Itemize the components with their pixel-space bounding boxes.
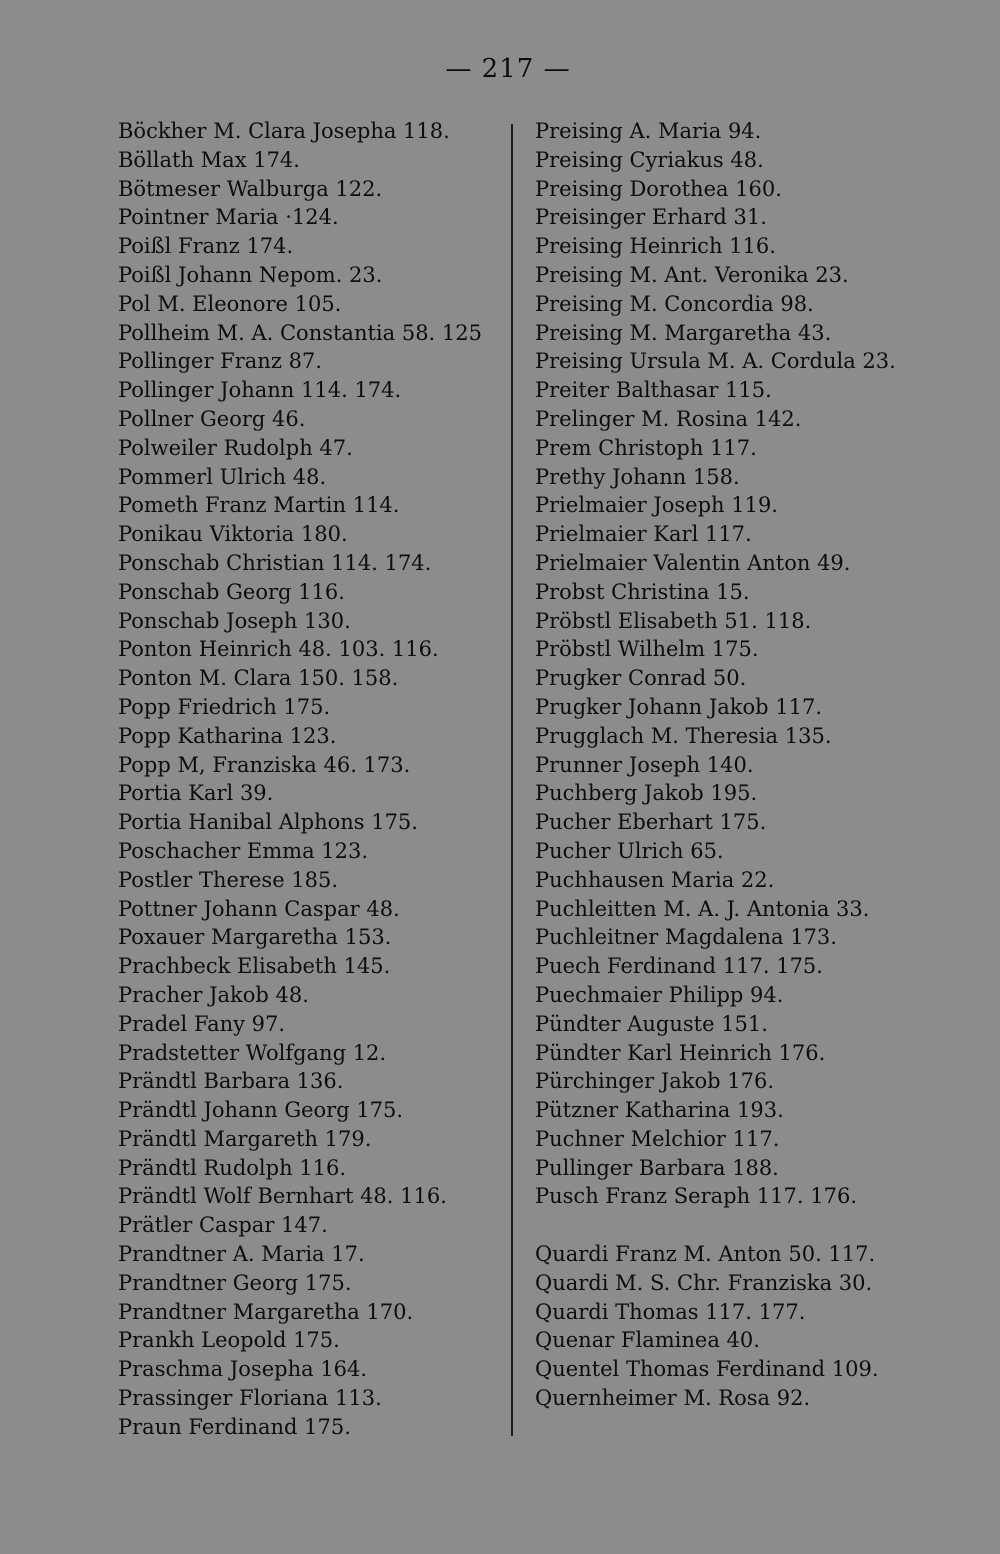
index-entry: Postler Therese 185.: [118, 867, 339, 892]
blank-line: [535, 1211, 935, 1240]
index-entry: Pollheim M. A. Constantia 58. 125: [118, 320, 482, 345]
index-entry: Puchhausen Maria 22.: [535, 867, 775, 892]
column-divider: [511, 124, 513, 1436]
index-entry: Prandtner Georg 175.: [118, 1270, 352, 1295]
index-entry: Puech Ferdinand 117. 175.: [535, 954, 823, 979]
index-entry: Popp Friedrich 175.: [118, 694, 331, 719]
index-entry: Poxauer Margaretha 153.: [118, 925, 392, 950]
index-entry: Prändtl Margareth 179.: [118, 1126, 372, 1151]
index-entry: Puechmaier Philipp 94.: [535, 982, 784, 1007]
index-entry: Prändtl Johann Georg 175.: [118, 1098, 404, 1123]
index-entry: Ponschab Christian 114. 174.: [118, 550, 432, 575]
index-entry: Puchleitner Magdalena 173.: [535, 925, 837, 950]
index-entry: Prankh Leopold 175.: [118, 1328, 340, 1353]
index-entry: Preising M. Margaretha 43.: [535, 320, 832, 345]
index-entry: Quentel Thomas Ferdinand 109.: [535, 1357, 879, 1382]
index-entry: Pradstetter Wolfgang 12.: [118, 1040, 387, 1065]
index-entry: Prändtl Rudolph 116.: [118, 1155, 347, 1180]
index-entry: Pollner Georg 46.: [118, 406, 306, 431]
index-entry: Prielmaier Karl 117.: [535, 522, 752, 547]
index-entry: Pusch Franz Seraph 117. 176.: [535, 1184, 857, 1209]
index-entry: Ponton M. Clara 150. 158.: [118, 666, 399, 691]
index-entry: Poschacher Emma 123.: [118, 838, 369, 863]
index-entry: Prugglach M. Theresia 135.: [535, 723, 832, 748]
index-entry: Bötmeser Walburga 122.: [118, 176, 383, 201]
index-entry: Pündter Karl Heinrich 176.: [535, 1040, 826, 1065]
index-entry: Preiter Balthasar 115.: [535, 378, 772, 403]
index-entry: Ponton Heinrich 48. 103. 116.: [118, 637, 439, 662]
index-entry: Pröbstl Wilhelm 175.: [535, 637, 759, 662]
index-entry: Praun Ferdinand 175.: [118, 1414, 351, 1439]
index-entry: Poißl Franz 174.: [118, 234, 294, 259]
index-entry: Quenar Flaminea 40.: [535, 1328, 760, 1353]
index-entry: Böllath Max 174.: [118, 147, 300, 172]
index-entry: Preising M. Ant. Veronika 23.: [535, 262, 849, 287]
index-entry: Puchleitten M. A. J. Antonia 33.: [535, 896, 870, 921]
index-entry: Pröbstl Elisabeth 51. 118.: [535, 608, 812, 633]
index-entry: Pommerl Ulrich 48.: [118, 464, 327, 489]
index-entry: Puchner Melchior 117.: [535, 1126, 780, 1151]
index-entry: Pützner Katharina 193.: [535, 1098, 784, 1123]
index-entry: Praschma Josepha 164.: [118, 1357, 368, 1382]
right-index-column: [535, 117, 935, 1413]
index-entry: Polweiler Rudolph 47.: [118, 435, 353, 460]
index-entry: Pointner Maria ·124.: [118, 205, 339, 230]
index-entry: Ponschab Georg 116.: [118, 579, 345, 604]
index-entry: Prielmaier Valentin Anton 49.: [535, 550, 851, 575]
index-entry: Pollinger Johann 114. 174.: [118, 378, 402, 403]
index-entry: Quardi M. S. Chr. Franziska 30.: [535, 1270, 873, 1295]
index-entry: Pucher Ulrich 65.: [535, 838, 724, 863]
index-entry: Prändtl Barbara 136.: [118, 1069, 344, 1094]
index-entry: Preising Ursula M. A. Cordula 23.: [535, 349, 896, 374]
index-entry: Prunner Joseph 140.: [535, 752, 754, 777]
index-entry: Prachbeck Elisabeth 145.: [118, 954, 391, 979]
index-entry: Prugker Johann Jakob 117.: [535, 694, 823, 719]
index-entry: Probst Christina 15.: [535, 579, 750, 604]
index-entry: Prethy Johann 158.: [535, 464, 740, 489]
index-entry: Quardi Thomas 117. 177.: [535, 1299, 806, 1324]
index-entry: Quernheimer M. Rosa 92.: [535, 1386, 811, 1411]
index-entry: Popp M, Franziska 46. 173.: [118, 752, 411, 777]
index-entry: Portia Hanibal Alphons 175.: [118, 810, 418, 835]
page-number: — 217 —: [445, 54, 571, 84]
index-entry: Pündter Auguste 151.: [535, 1011, 768, 1036]
left-index-column: [118, 117, 503, 1442]
index-entry: Böckher M. Clara Josepha 118.: [118, 119, 450, 143]
index-entry: Pullinger Barbara 188.: [535, 1155, 779, 1180]
index-entry: Preisinger Erhard 31.: [535, 205, 767, 230]
index-entry: Ponschab Joseph 130.: [118, 608, 351, 633]
index-entry: Pradel Fany 97.: [118, 1011, 286, 1036]
index-entry: Preising M. Concordia 98.: [535, 291, 814, 316]
index-entry: Pracher Jakob 48.: [118, 982, 309, 1007]
index-entry: Prielmaier Joseph 119.: [535, 493, 778, 518]
index-entry: Prändtl Wolf Bernhart 48. 116.: [118, 1184, 447, 1209]
index-entry: Pucher Eberhart 175.: [535, 810, 767, 835]
index-entry: Pürchinger Jakob 176.: [535, 1069, 774, 1094]
index-entry: Preising A. Maria 94.: [535, 119, 762, 143]
index-entry: Pottner Johann Caspar 48.: [118, 896, 400, 921]
index-entry: Prätler Caspar 147.: [118, 1213, 328, 1238]
index-entry: Prandtner A. Maria 17.: [118, 1242, 365, 1267]
index-entry: Prugker Conrad 50.: [535, 666, 747, 691]
index-entry: Prassinger Floriana 113.: [118, 1386, 382, 1411]
index-entry: Ponikau Viktoria 180.: [118, 522, 348, 547]
index-entry: Prelinger M. Rosina 142.: [535, 406, 802, 431]
index-entry: Pollinger Franz 87.: [118, 349, 322, 374]
index-entry: Prandtner Margaretha 170.: [118, 1299, 414, 1324]
index-entry: Prem Christoph 117.: [535, 435, 757, 460]
index-entry: Puchberg Jakob 195.: [535, 781, 758, 806]
index-entry: Pol M. Eleonore 105.: [118, 291, 342, 316]
index-entry: Poißl Johann Nepom. 23.: [118, 262, 383, 287]
index-entry: Portia Karl 39.: [118, 781, 274, 806]
index-entry: Popp Katharina 123.: [118, 723, 337, 748]
index-entry: Pometh Franz Martin 114.: [118, 493, 400, 518]
index-entry: Preising Cyriakus 48.: [535, 147, 764, 172]
index-entry: Preising Dorothea 160.: [535, 176, 782, 201]
index-entry: Preising Heinrich 116.: [535, 234, 776, 259]
index-entry: Quardi Franz M. Anton 50. 117.: [535, 1242, 876, 1267]
